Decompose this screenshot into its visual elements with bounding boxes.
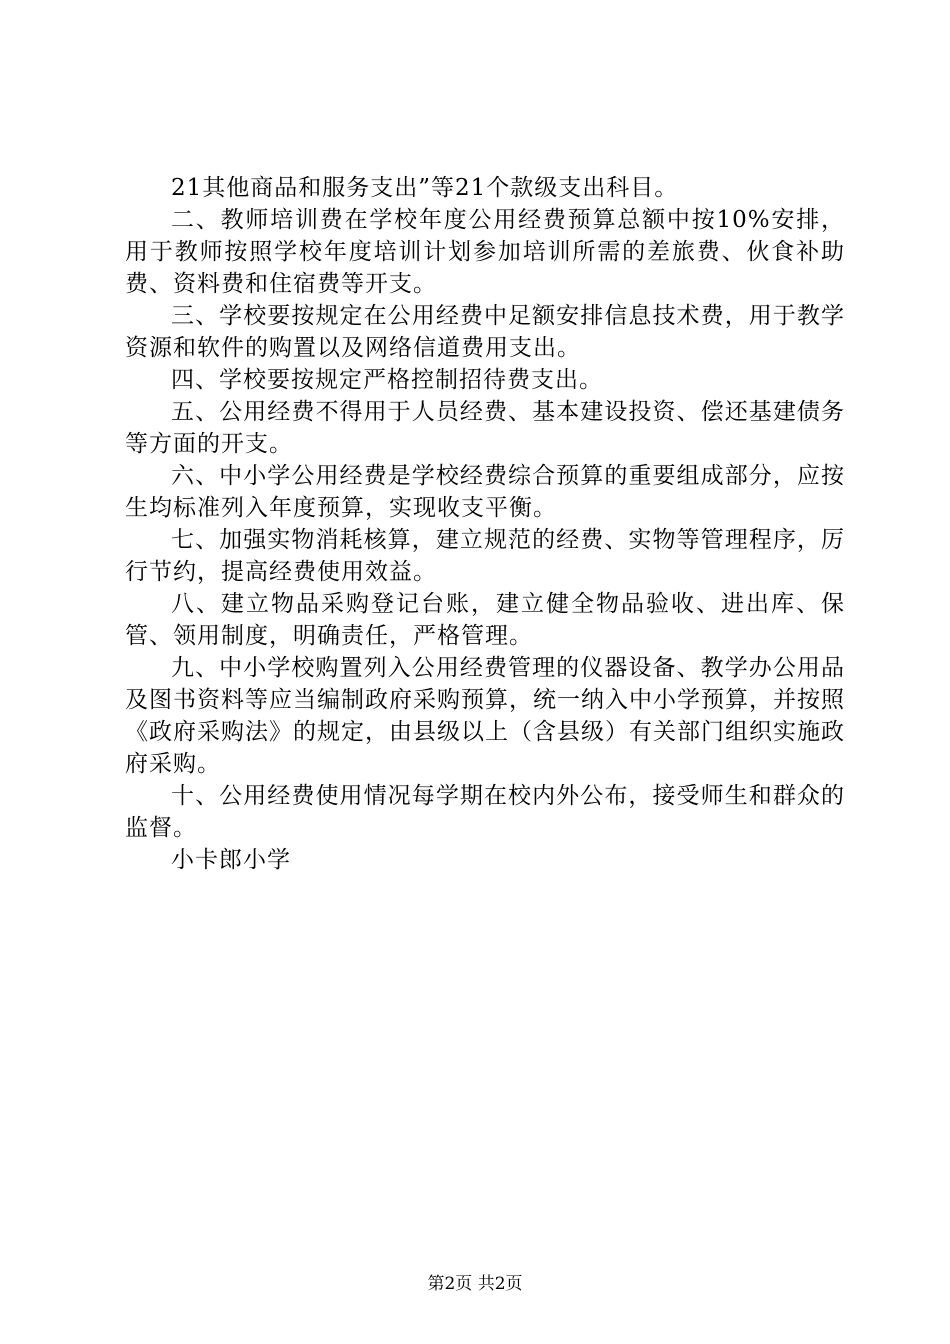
paragraph: 七、加强实物消耗核算，建立规范的经费、实物等管理程序，厉行节约，提高经费使用效益。 — [125, 527, 845, 585]
paragraph: 四、学校要按规定严格控制招待费支出。 — [171, 367, 603, 393]
paragraph: 九、中小学校购置列入公用经费管理的仪器设备、教学办公用品及图书资料等应当编制政府采购预算，统一纳入中小学预算，并按照《政府采购法》的规定，由县级以上（含县级）有关部门组织实施政府采购。 — [125, 655, 845, 777]
signature: 小卡郎小学 — [171, 847, 291, 873]
paragraph: 六、中小学公用经费是学校经费综合预算的重要组成部分，应按生均标准列入年度预算，实现收支平衡。 — [125, 463, 845, 521]
document-body — [125, 172, 845, 876]
paragraph: 21其他商品和服务支出”等21个款级支出科目。 — [171, 175, 679, 201]
page-number-footer: 第2页 共2页 — [427, 1274, 523, 1294]
paragraph: 五、公用经费不得用于人员经费、基本建设投资、偿还基建债务等方面的开支。 — [125, 399, 845, 457]
paragraph: 二、教师培训费在学校年度公用经费预算总额中按10%安排，用于教师按照学校年度培训计划参加培训所需的差旅费、伙食补助费、资料费和住宿费等开支。 — [125, 207, 845, 297]
paragraph: 八、建立物品采购登记台账，建立健全物品验收、进出库、保管、领用制度，明确责任，严格管理。 — [125, 591, 845, 649]
paragraph: 三、学校要按规定在公用经费中足额安排信息技术费，用于教学资源和软件的购置以及网络信道费用支出。 — [125, 303, 845, 361]
paragraph: 十、公用经费使用情况每学期在校内外公布，接受师生和群众的监督。 — [125, 783, 845, 841]
